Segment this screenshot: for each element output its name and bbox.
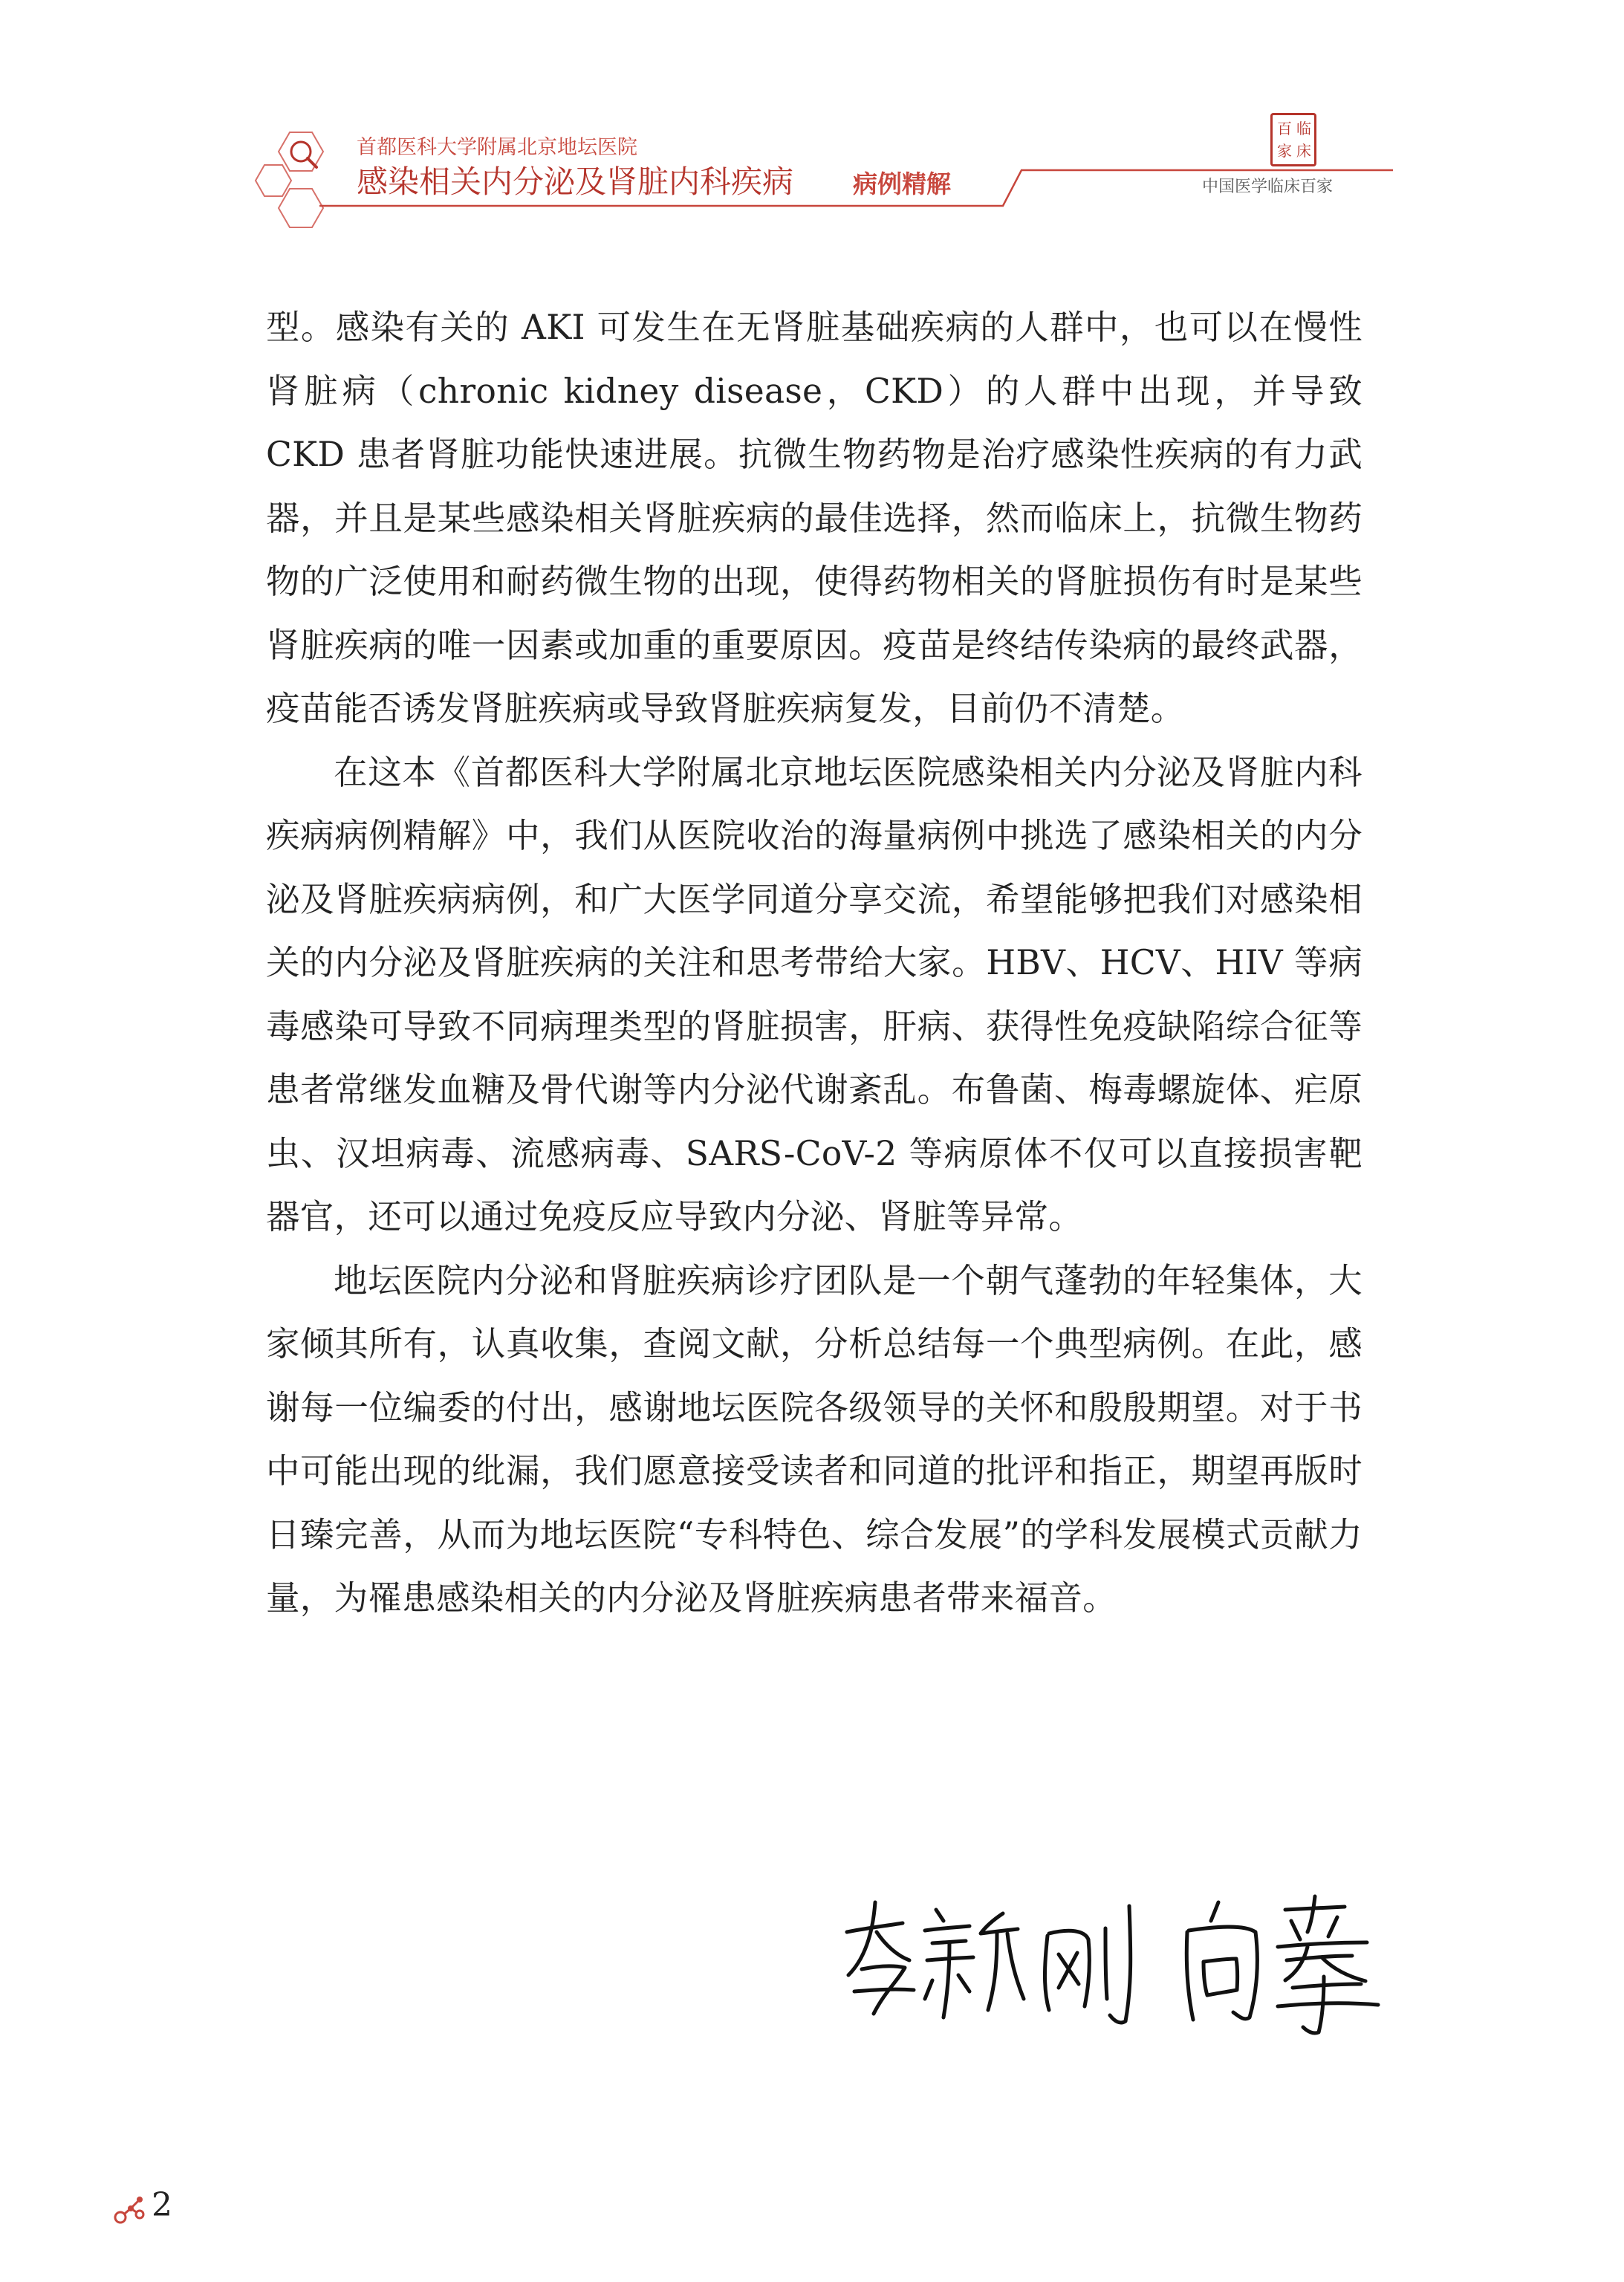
header-institution: 首都医科大学附属北京地坛医院 (357, 136, 637, 159)
body-text (266, 296, 1362, 1630)
header-brand: 中国医学临床百家 (1202, 178, 1334, 196)
brand-seal-logo (1270, 113, 1316, 166)
paragraph-2: 在这本《首都医科大学附属北京地坛医院感染相关内分泌及肾脏内科疾病病例精解》中，我们从医院收治的海量病例中挑选了感染相关的内分泌及肾脏疾病病例，和广大医学同道分享交流，希望能够把我们对感染相关的内分泌及肾脏疾病的关注和思考带给大家。HBV、HCV、HIV 等病毒感染可导致不同病理类型的肾脏损害，肝病、获得性免疫缺陷综合征等患者常继发血糖及骨代谢等内分泌代谢紊乱。布鲁菌、梅毒螺旋体、疟原虫、汉坦病毒、流感病毒、SARS-CoV-2 等病原体不仅可以直接损害靶器官，还可以通过免疫反应导致内分泌、肾脏等异常。 (266, 752, 1362, 1236)
seal-char-1: 百 (1277, 120, 1292, 137)
header-subtitle: 病例精解 (853, 169, 951, 198)
page-number: 2 (152, 2186, 172, 2224)
header-book-title: 感染相关内分泌及肾脏内科疾病 (357, 163, 794, 200)
paragraph-1: 型。感染有关的 AKI 可发生在无肾脏基础疾病的人群中，也可以在慢性肾脏病（chronic kidney disease，CKD）的人群中出现，并导致 CKD 患者肾脏功能快速进展。抗微生物药物是治疗感染性疾病的有力武器，并且是某些感染相关肾脏疾病的最佳选择，然而临床上，抗微生物药物的广泛使用和耐药微生物的出现，使得药物相关的肾脏损伤有时是某些肾脏疾病的唯一因素或加重的重要原因。疫苗是终结传染病的最终武器，疫苗能否诱发肾脏疾病或导致肾脏疾病复发，目前仍不清楚。 (266, 308, 1362, 728)
seal-char-2: 临 (1296, 120, 1311, 137)
seal-char-4: 床 (1296, 142, 1311, 160)
handwritten-signature (832, 1887, 1382, 2036)
page-molecule-icon (111, 2192, 147, 2228)
paragraph-3: 地坛医院内分泌和肾脏疾病诊疗团队是一个朝气蓬勃的年轻集体，大家倾其所有，认真收集，查阅文献，分析总结每一个典型病例。在此，感谢每一位编委的付出，感谢地坛医院各级领导的关怀和殷殷期望。对于书中可能出现的纰漏，我们愿意接受读者和同道的批评和指正，期望再版时日臻完善，从而为地坛医院“专科特色、综合发展”的学科发展模式贡献力量，为罹患感染相关的内分泌及肾脏疾病患者带来福音。 (266, 1260, 1362, 1618)
seal-char-3: 家 (1277, 142, 1292, 160)
